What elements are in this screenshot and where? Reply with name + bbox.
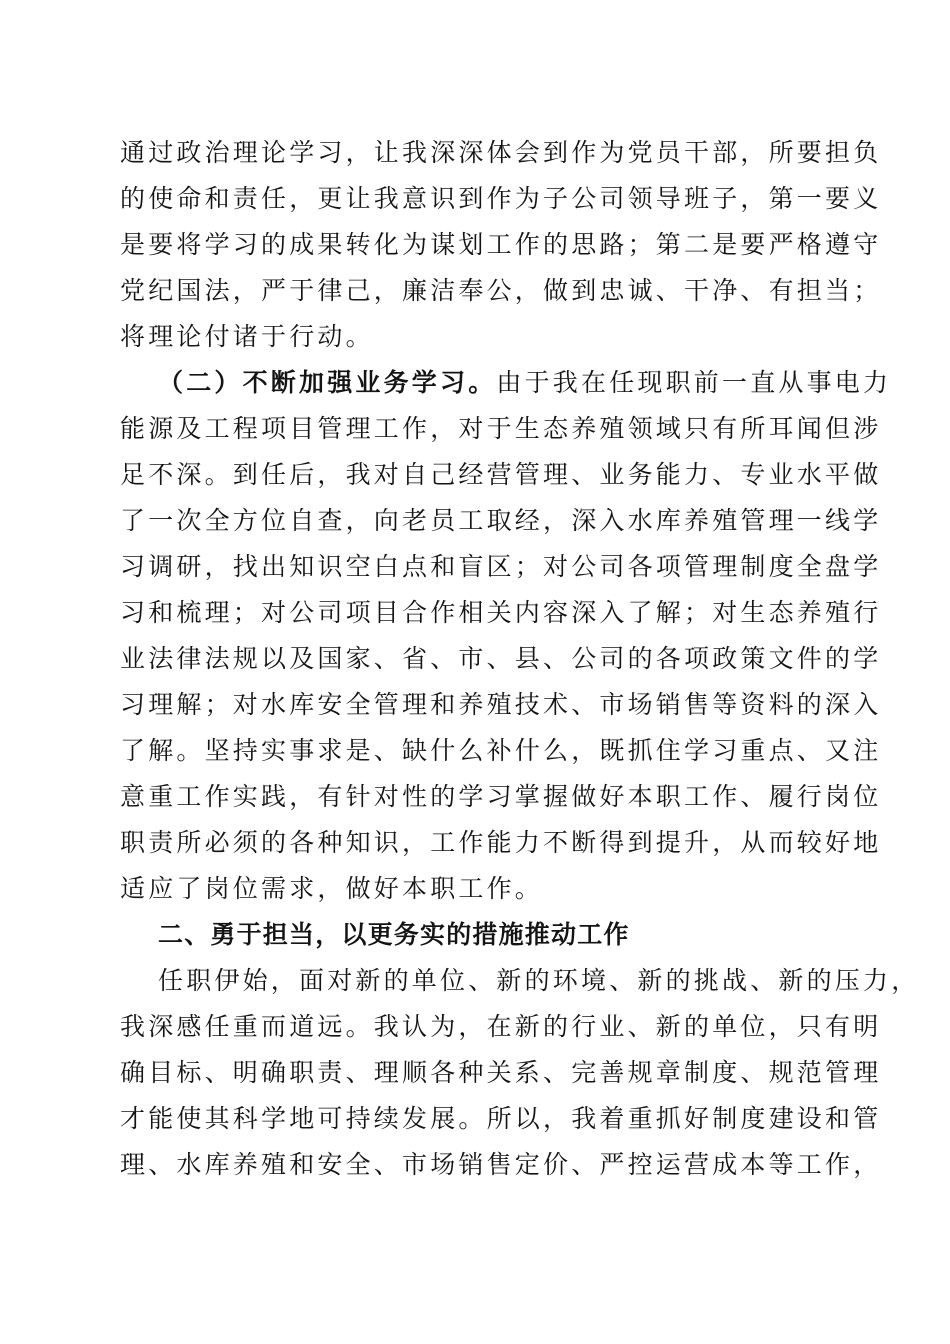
- text-line: 了一次全方位自查，向老员工取经，深入水库养殖管理一线学: [120, 506, 882, 535]
- text-line: 能源及工程项目管理工作，对于生态养殖领域只有所耳闻但涉: [120, 414, 882, 443]
- text-line: 习调研，找出知识空白点和盲区；对公司各项管理制度全盘学: [120, 552, 882, 581]
- text-line: 将理论付诸于行动。: [120, 322, 374, 351]
- paragraph-business-study: [120, 360, 892, 912]
- paragraph-take-responsibility: [120, 958, 920, 1188]
- text-line: 习理解；对水库安全管理和养殖技术、市场销售等资料的深入: [120, 690, 882, 719]
- section-heading: 二、勇于担当，以更务实的措施推动工作: [158, 920, 630, 949]
- document-body: [120, 130, 920, 1188]
- text-span: 由于我在任现职前一直从事电力: [496, 368, 892, 397]
- text-line: 意重工作实践，有针对性的学习掌握做好本职工作、履行岗位: [120, 782, 882, 811]
- text-line: 确目标、明确职责、理顺各种关系、完善规章制度、规范管理: [120, 1058, 882, 1087]
- text-line: 了解。坚持实事求是、缺什么补什么，既抓住学习重点、又注: [120, 736, 882, 765]
- text-line-first: [120, 360, 892, 406]
- paragraph-political-study: [120, 130, 882, 360]
- section-subheading: （二）不断加强业务学习。: [158, 368, 497, 397]
- text-line: 才能使其科学地可持续发展。所以，我着重抓好制度建设和管: [120, 1104, 882, 1133]
- text-line: 足不深。到任后，我对自己经营管理、业务能力、专业水平做: [120, 460, 882, 489]
- text-line: 是要将学习的成果转化为谋划工作的思路；第二是要严格遵守: [120, 230, 882, 259]
- text-line: 习和梳理；对公司项目合作相关内容深入了解；对生态养殖行: [120, 598, 882, 627]
- text-line-first: 任职伊始，面对新的单位、新的环境、新的挑战、新的压力，: [158, 966, 920, 995]
- text-line: 的使命和责任，更让我意识到作为子公司领导班子，第一要义: [120, 184, 882, 213]
- text-line: 通过政治理论学习，让我深深体会到作为党员干部，所要担负: [120, 138, 882, 167]
- text-line: 党纪国法，严于律己，廉洁奉公，做到忠诚、干净、有担当；: [120, 276, 882, 305]
- text-line: 理、水库养殖和安全、市场销售定价、严控运营成本等工作，: [120, 1150, 882, 1179]
- text-line: 业法律法规以及国家、省、市、县、公司的各项政策文件的学: [120, 644, 882, 673]
- text-line: 我深感任重而道远。我认为，在新的行业、新的单位，只有明: [120, 1012, 882, 1041]
- text-line: 适应了岗位需求，做好本职工作。: [120, 874, 544, 903]
- text-line: 职责所必须的各种知识，工作能力不断得到提升，从而较好地: [120, 828, 882, 857]
